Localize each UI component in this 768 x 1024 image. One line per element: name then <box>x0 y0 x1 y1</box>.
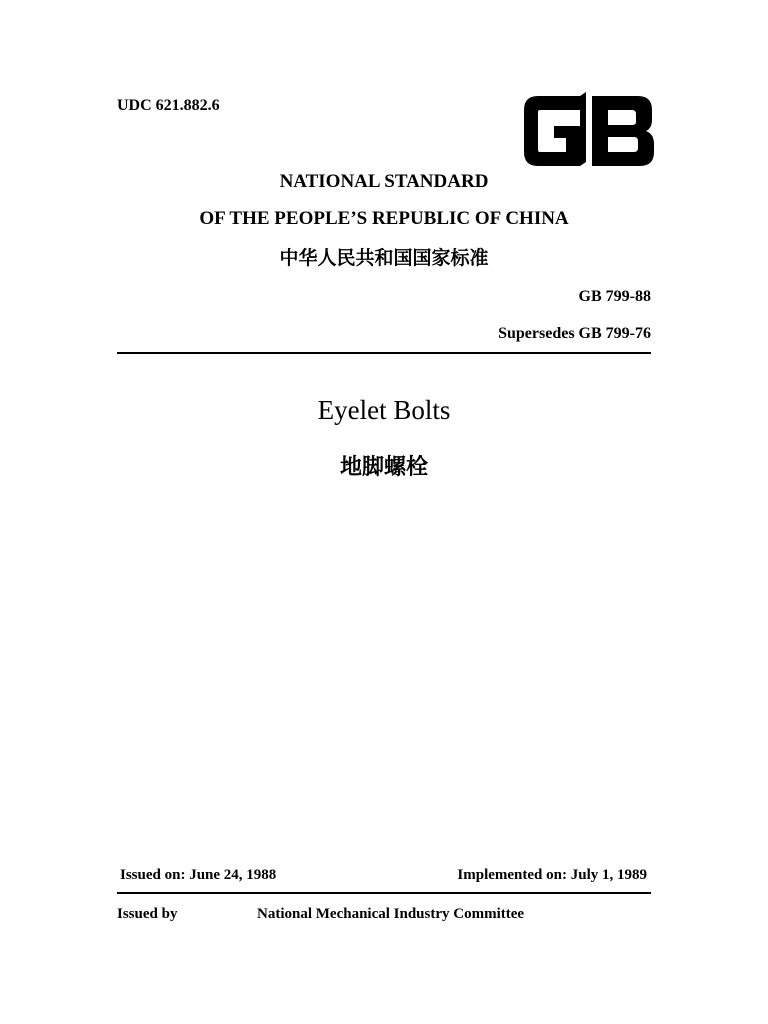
bottom-divider <box>117 892 651 894</box>
standard-title-line-2: OF THE PEOPLE’S REPUBLIC OF CHINA <box>199 208 569 229</box>
standard-title-chinese: 中华人民共和国国家标准 <box>279 247 489 269</box>
standard-number: GB 799-88 <box>578 288 651 305</box>
document-title-english: Eyelet Bolts <box>317 395 451 425</box>
standard-title-line-1: NATIONAL STANDARD <box>279 171 489 192</box>
top-divider <box>117 352 651 354</box>
issuing-authority: National Mechanical Industry Committee <box>257 906 525 922</box>
gb-logo <box>520 90 656 172</box>
issued-by-label: Issued by <box>117 906 178 922</box>
document-title-chinese: 地脚螺栓 <box>339 455 428 480</box>
issued-on-date: Issued on: June 24, 1988 <box>120 867 277 883</box>
udc-code: UDC 621.882.6 <box>117 97 220 114</box>
supersedes-note: Supersedes GB 799-76 <box>498 325 651 342</box>
implemented-on-date: Implemented on: July 1, 1989 <box>457 867 647 883</box>
